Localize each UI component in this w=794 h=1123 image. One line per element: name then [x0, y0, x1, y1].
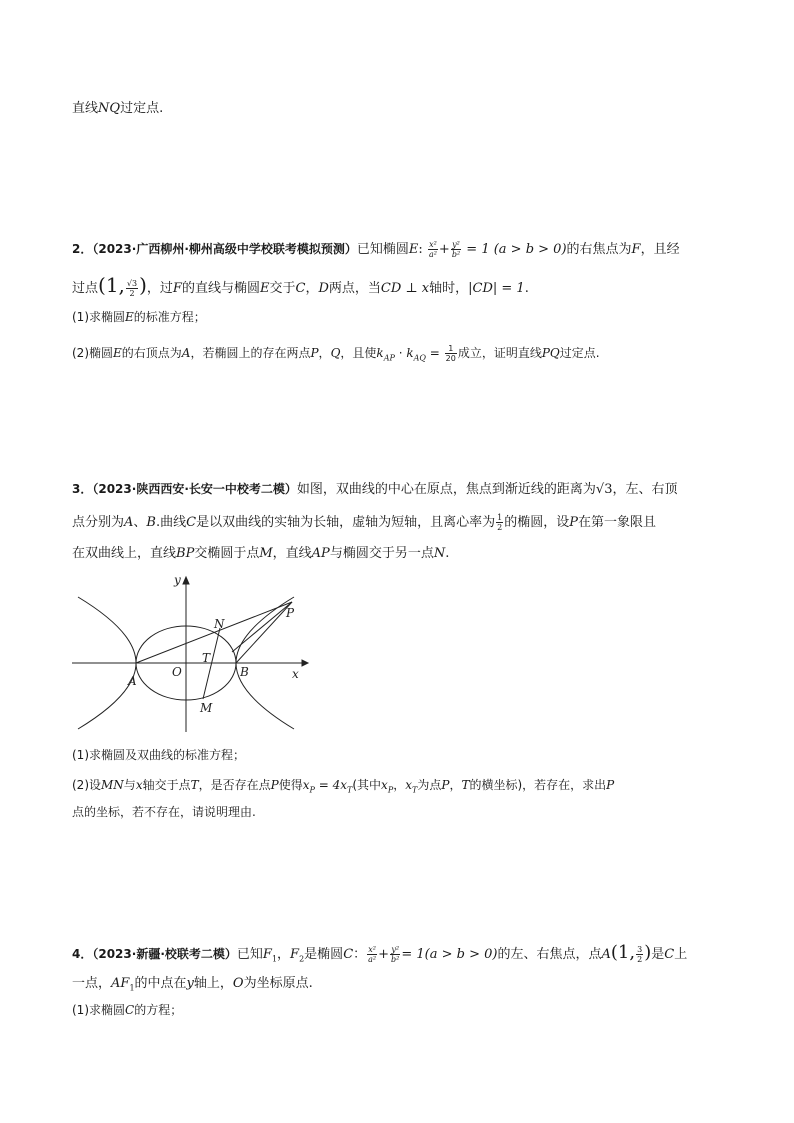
label-M: M: [200, 701, 213, 715]
q2-text: 已知椭圆: [356, 242, 409, 257]
q4-text: 为坐标原点.: [243, 976, 313, 991]
q3-eq-sub-T: T: [347, 785, 353, 795]
q2-var-A: A: [181, 346, 191, 360]
q3-var-AP: AP: [311, 546, 330, 561]
q3-text: ，左、右顶: [612, 482, 678, 497]
q4-var-A: A: [601, 947, 611, 962]
q4-var-F2-sub: 2: [299, 954, 305, 964]
q2-var-Q: Q: [330, 346, 341, 360]
q3-sub1-text: (1)求椭圆及双曲线的标准方程；: [72, 748, 245, 762]
q2-text: 轴时，: [429, 281, 469, 296]
q3-sub2-text: 与: [123, 778, 136, 792]
q3-text: 交椭圆于点: [194, 546, 260, 561]
q3-var-M: M: [259, 546, 273, 561]
q2-text: ，: [305, 281, 319, 296]
line-BP-2: [232, 602, 292, 652]
q2-text: 的右焦点为: [566, 242, 632, 257]
q2-var-E: E: [259, 281, 270, 296]
q3-var-T: T: [190, 778, 199, 792]
label-x: x: [292, 667, 299, 681]
q3-sub2-text: 使得: [278, 778, 303, 792]
q2-text: ，且经: [640, 242, 680, 257]
q4-var-C: C: [664, 947, 675, 962]
q3-var-P: P: [606, 778, 615, 792]
q2-source: （2023·广西柳州·柳州高级中学校联考模拟预测）: [92, 242, 357, 256]
q3-sqrt3: √3: [595, 482, 613, 497]
x-axis-arrow: [302, 660, 308, 666]
q2-sub2-text: 成立，证明直线: [457, 346, 542, 360]
q4-point-close: ): [644, 942, 652, 963]
q3-line-3: [72, 545, 449, 563]
q4-frac-y: $\frac{\text{y²}}{\text{b²}}$: [391, 945, 400, 964]
q2-sub2-text: ，: [318, 346, 331, 360]
q2-text: 交于: [269, 281, 296, 296]
line-BP: [236, 602, 292, 663]
q3-sub2-text: ，: [393, 778, 406, 792]
q3-eq-x: x: [302, 778, 310, 792]
q3-var-T: T: [461, 778, 470, 792]
intro-text: 直线: [72, 101, 99, 116]
q4-var-F1-sub: 1: [271, 954, 278, 964]
q3-sub2-text: ，: [449, 778, 462, 792]
q3-text: ，直线: [272, 546, 312, 561]
q4-sub-1: [72, 1001, 182, 1019]
q3-var-x: x: [135, 778, 143, 792]
q2-text: .: [524, 281, 529, 296]
q2-var-PQ: PQ: [541, 346, 560, 360]
q3-var-P: P: [270, 778, 279, 792]
q3-var-MN: MN: [101, 778, 124, 792]
label-B: B: [240, 665, 249, 679]
label-N: N: [214, 617, 225, 631]
q4-text: 上: [674, 947, 688, 962]
q2-dot: ·: [394, 346, 407, 360]
q4-cond: = 1(a > b > 0): [401, 947, 498, 962]
q2-number: 2．: [72, 242, 93, 256]
label-T: T: [202, 651, 211, 665]
q2-cond: = 1 (a > b > 0): [466, 242, 567, 257]
q2-text: 过点: [72, 281, 99, 296]
q2-var-P: P: [310, 346, 319, 360]
q2-plus: +: [438, 242, 450, 257]
q4-var-AF1: AF: [111, 976, 130, 991]
q2-slope-k: k: [376, 346, 384, 360]
q4-text: 轴上，: [193, 976, 233, 991]
q3-text: 与椭圆交于另一点: [329, 546, 434, 561]
q3-sub2-text: (其中: [352, 778, 382, 792]
q3-source: （2023·陕西西安·长安一中校考二模）: [92, 482, 297, 496]
q3-eq-sub-P: P: [309, 785, 315, 795]
q4-text: 的中点在: [134, 976, 187, 991]
q3-text: 在第一象限且: [577, 515, 656, 530]
q3-sub2-text: 点的坐标，若不存在，请说明理由.: [72, 805, 256, 819]
q3-sub2-text: ，是否存在点: [198, 778, 271, 792]
q2-colon: :: [418, 242, 423, 257]
q4-sub1-text: (1)求椭圆: [72, 1003, 125, 1017]
q2-slope-sub-ap: AP: [383, 353, 395, 363]
q2-cd-length: |CD| = 1: [468, 281, 525, 296]
q2-slope-k: k: [406, 346, 414, 360]
q3-sub-2-cont: [72, 803, 256, 821]
q2-sub1-text: 的标准方程；: [133, 310, 206, 324]
q2-sub2-text: 的右顶点为: [121, 346, 182, 360]
label-P: P: [286, 606, 295, 620]
q3-figure: [70, 572, 310, 732]
q4-source: （2023·新疆·校联考二模）: [92, 947, 237, 961]
q2-sub2-text: (2)椭圆: [72, 346, 113, 360]
q2-frac-x: $\frac{\text{x²}}{\text{a²}}$: [428, 240, 437, 259]
q4-var-F2: F: [290, 947, 300, 962]
q2-point-close: ): [139, 273, 147, 297]
q4-number: 4．: [72, 947, 93, 961]
q3-frac-ecc: $\frac{1}{2}$: [497, 513, 503, 532]
q4-var-y: y: [186, 976, 194, 991]
q2-text: 的直线与椭圆: [181, 281, 260, 296]
q2-var-F: F: [631, 242, 641, 257]
q3-text: .: [445, 546, 450, 561]
q3-var-P: P: [441, 778, 450, 792]
q2-sub2-text: ，若椭圆上的存在两点: [190, 346, 311, 360]
q4-var-C: C: [125, 1003, 135, 1017]
q2-text: ，过: [146, 281, 173, 296]
q2-text: 两点，当: [328, 281, 381, 296]
q2-slope-sub-aq: AQ: [413, 353, 426, 363]
label-O: O: [172, 665, 182, 679]
q4-text: 已知: [236, 947, 263, 962]
q4-frac-x: $\frac{\text{x²}}{\text{a²}}$: [368, 945, 377, 964]
q4-var-AF1-sub: 1: [129, 983, 135, 993]
q3-var-C: C: [186, 515, 197, 530]
q3-eq-mid: = 4x: [314, 778, 347, 792]
q3-xP-sub: P: [387, 785, 394, 795]
q3-text: 如图，双曲线的中心在原点，焦点到渐近线的距离为: [296, 482, 596, 497]
q3-var-P: P: [569, 515, 578, 530]
q4-text: 一点，: [72, 976, 112, 991]
q2-sub2-text: ，且使: [340, 346, 377, 360]
q4-text: 的左、右焦点，点: [497, 947, 602, 962]
label-A: A: [128, 674, 137, 688]
q3-text: 、: [133, 515, 147, 530]
q2-frac-1-20: $\frac{1}{20}$: [445, 344, 456, 363]
q4-line-1: [72, 944, 687, 969]
q3-text: 点分别为: [72, 515, 125, 530]
q2-sub2-text: 过定点.: [559, 346, 600, 360]
q2-var-D: D: [318, 281, 329, 296]
q3-sub-1: [72, 746, 245, 764]
q2-var-F: F: [172, 281, 182, 296]
y-axis-arrow: [183, 577, 189, 584]
intro-var: NQ: [98, 101, 121, 116]
q3-figure-svg: [70, 572, 310, 732]
q3-sub2-text: 轴交于点: [142, 778, 191, 792]
q2-var-E: E: [408, 242, 419, 257]
q2-point-frac: $\frac{√3}{2}$: [126, 279, 138, 298]
q4-plus: +: [378, 947, 390, 962]
q4-text: 是椭圆: [304, 947, 344, 962]
q3-line-1: [72, 480, 677, 499]
q4-var-C: C: [343, 947, 354, 962]
q3-xT-sub: T: [412, 785, 418, 795]
q2-frac-y: $\frac{\text{y²}}{\text{b²}}$: [451, 240, 461, 259]
q4-colon: ：: [353, 947, 367, 962]
q3-sub-2: [72, 776, 614, 799]
q4-line-2: [72, 975, 313, 998]
q2-var-C: C: [295, 281, 306, 296]
q4-var-O: O: [232, 976, 244, 991]
q3-sub2-text: (2)设: [72, 778, 101, 792]
label-y: y: [174, 573, 181, 587]
q4-point-frac: $\frac{3}{2}$: [637, 945, 643, 964]
q2-perp: CD ⊥ x: [380, 281, 430, 296]
q3-var-BP: BP: [176, 546, 195, 561]
q2-sub-1: [72, 308, 206, 326]
q3-line-2: [72, 513, 656, 532]
q3-var-A: A: [124, 515, 134, 530]
q2-line-2: [72, 273, 529, 298]
q2-sub-2: [72, 344, 600, 367]
q4-sub1-text: 的方程；: [134, 1003, 183, 1017]
q4-var-F1: F: [262, 947, 272, 962]
q3-sub2-text: 的横坐标)，若存在，求出: [469, 778, 607, 792]
q4-text: ，: [277, 947, 291, 962]
q4-text: 是: [651, 947, 665, 962]
q3-sub2-text: 为点: [417, 778, 442, 792]
q2-eq: =: [425, 346, 444, 360]
q3-text: 在双曲线上，直线: [72, 546, 177, 561]
intro-line: [72, 100, 163, 118]
q2-point-open: (1,: [98, 273, 125, 297]
q3-text: .曲线: [155, 515, 187, 530]
q4-point-open: (1,: [610, 942, 636, 963]
q2-var-E: E: [113, 346, 122, 360]
q3-var-N: N: [433, 546, 446, 561]
q3-text: 是以双曲线的实轴为长轴，虚轴为短轴，且离心率为: [196, 515, 496, 530]
q3-xT: x: [405, 778, 412, 792]
q2-var-E: E: [125, 310, 134, 324]
intro-text-end: 过定点.: [120, 101, 164, 116]
q3-number: 3．: [72, 482, 93, 496]
q3-text: 的椭圆，设: [504, 515, 570, 530]
q2-sub1-text: (1)求椭圆: [72, 310, 125, 324]
q3-xP: x: [381, 778, 388, 792]
q3-var-B: B: [146, 515, 156, 530]
q2-line-1: [72, 240, 680, 259]
